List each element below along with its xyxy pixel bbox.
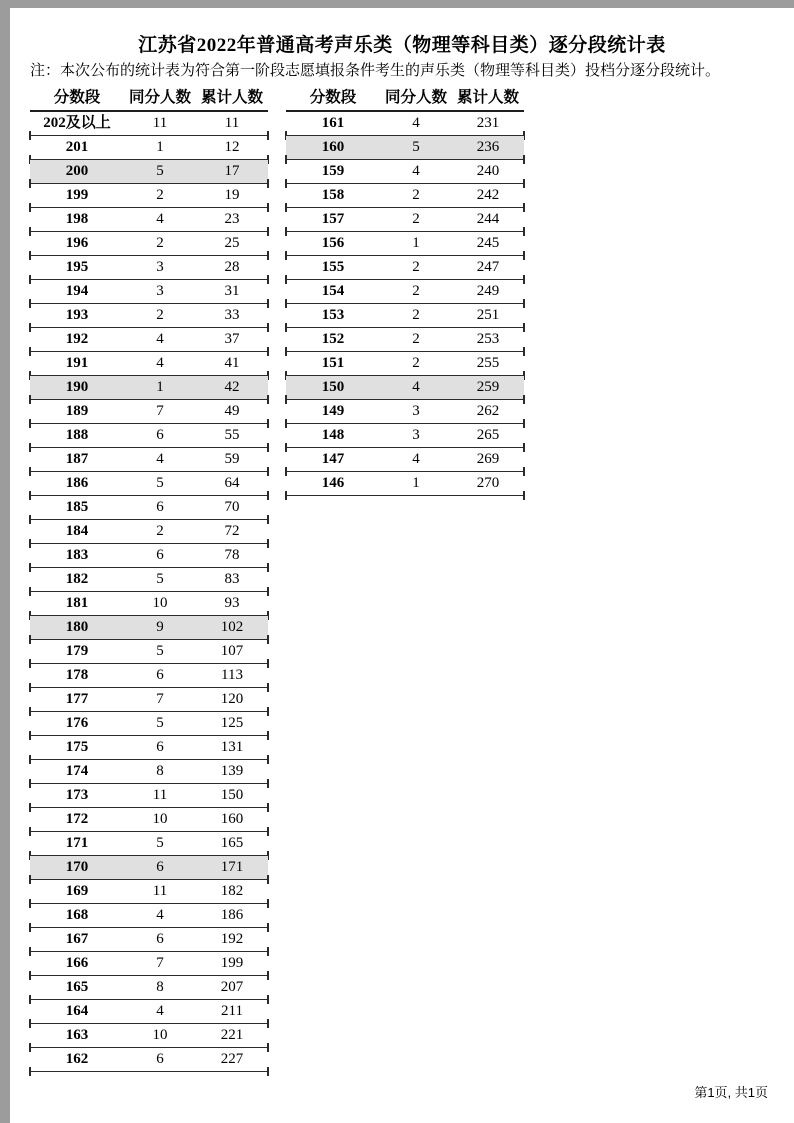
cumulative-count: 165 [220, 835, 244, 851]
cumulative-count: 227 [220, 1051, 244, 1067]
score-range: 150 [321, 379, 345, 395]
table-row [30, 136, 268, 160]
same-score-count: 4 [156, 331, 164, 347]
cumulative-count: 12 [224, 139, 240, 155]
table-row [30, 112, 268, 136]
cumulative-count: 17 [224, 163, 240, 179]
same-score-count: 5 [156, 475, 164, 491]
cumulative-count: 186 [220, 907, 244, 923]
score-range: 192 [65, 331, 89, 347]
cumulative-count: 93 [224, 595, 240, 611]
cumulative-count: 247 [476, 259, 500, 275]
table-row [286, 472, 524, 496]
score-range: 165 [65, 979, 89, 995]
cumulative-count: 70 [224, 499, 240, 515]
same-score-count: 8 [156, 979, 164, 995]
table-row [30, 688, 268, 712]
score-range: 164 [65, 1003, 89, 1019]
cumulative-count: 242 [476, 187, 500, 203]
same-score-count: 5 [156, 643, 164, 659]
table-row [30, 448, 268, 472]
table-row [286, 328, 524, 352]
table-row [286, 424, 524, 448]
column-header-same-score-count: 同分人数 [384, 89, 447, 106]
score-range: 166 [65, 955, 89, 971]
same-score-count: 11 [152, 115, 168, 131]
cumulative-count: 23 [224, 211, 240, 227]
cumulative-count: 113 [221, 667, 243, 683]
same-score-count: 3 [156, 259, 164, 275]
column-header-cumulative-count: 累计人数 [456, 89, 519, 106]
same-score-count: 1 [156, 379, 164, 395]
cumulative-count: 160 [220, 811, 244, 827]
score-range: 151 [321, 355, 345, 371]
cumulative-count: 207 [220, 979, 244, 995]
score-range: 191 [65, 355, 89, 371]
same-score-count: 6 [156, 931, 164, 947]
score-range: 171 [65, 835, 89, 851]
table-row [30, 520, 268, 544]
same-score-count: 6 [156, 427, 164, 443]
cumulative-count: 182 [220, 883, 244, 899]
cumulative-count: 259 [476, 379, 500, 395]
score-range: 160 [321, 139, 345, 155]
cumulative-count: 270 [476, 475, 500, 491]
cumulative-count: 253 [476, 331, 500, 347]
same-score-count: 3 [412, 403, 420, 419]
score-range: 154 [321, 283, 345, 299]
score-range: 167 [65, 931, 89, 947]
same-score-count: 6 [156, 859, 164, 875]
cumulative-count: 42 [224, 379, 240, 395]
score-range: 195 [65, 259, 89, 275]
same-score-count: 3 [156, 283, 164, 299]
same-score-count: 4 [412, 163, 420, 179]
score-range: 174 [65, 763, 89, 779]
cumulative-count: 150 [220, 787, 244, 803]
same-score-count: 10 [152, 811, 168, 827]
score-range: 184 [65, 523, 89, 539]
same-score-count: 7 [156, 403, 164, 419]
cumulative-count: 245 [476, 235, 500, 251]
score-range: 157 [321, 211, 345, 227]
same-score-count: 6 [156, 739, 164, 755]
cumulative-count: 120 [220, 691, 244, 707]
table-row [30, 1000, 268, 1024]
score-range: 170 [65, 859, 89, 875]
same-score-count: 4 [156, 355, 164, 371]
cumulative-count: 125 [220, 715, 244, 731]
score-table-right [286, 86, 524, 496]
cumulative-count: 131 [220, 739, 244, 755]
same-score-count: 2 [412, 211, 420, 227]
score-range: 173 [65, 787, 89, 803]
document-page [10, 8, 794, 1123]
cumulative-count: 72 [224, 523, 240, 539]
score-range: 149 [321, 403, 345, 419]
score-range: 193 [65, 307, 89, 323]
score-range: 196 [65, 235, 89, 251]
table-row [30, 640, 268, 664]
page-number: 第1页, 共1页 [694, 1085, 768, 1100]
table-row [286, 400, 524, 424]
same-score-count: 7 [156, 955, 164, 971]
same-score-count: 2 [412, 259, 420, 275]
cumulative-count: 102 [220, 619, 244, 635]
same-score-count: 10 [152, 595, 168, 611]
same-score-count: 1 [412, 235, 420, 251]
column-header-same-score-count: 同分人数 [128, 89, 191, 106]
table-row [30, 952, 268, 976]
table-row [30, 424, 268, 448]
score-tables [30, 86, 524, 1072]
table-row [30, 808, 268, 832]
score-range: 187 [65, 451, 89, 467]
cumulative-count: 107 [220, 643, 244, 659]
same-score-count: 2 [412, 355, 420, 371]
score-range: 198 [65, 211, 89, 227]
cumulative-count: 240 [476, 163, 500, 179]
cumulative-count: 199 [220, 955, 244, 971]
table-row [286, 280, 524, 304]
score-range: 148 [321, 427, 345, 443]
score-range: 152 [321, 331, 345, 347]
table-row [286, 352, 524, 376]
same-score-count: 4 [412, 379, 420, 395]
cumulative-count: 192 [220, 931, 244, 947]
same-score-count: 6 [156, 1051, 164, 1067]
score-range: 161 [321, 115, 345, 131]
table-row [286, 376, 524, 400]
table-body [30, 112, 268, 1072]
table-row [286, 160, 524, 184]
cumulative-count: 251 [476, 307, 500, 323]
score-range: 176 [65, 715, 89, 731]
score-range: 172 [65, 811, 89, 827]
table-row [30, 232, 268, 256]
same-score-count: 9 [156, 619, 164, 635]
same-score-count: 4 [412, 451, 420, 467]
cumulative-count: 249 [476, 283, 500, 299]
table-row [30, 376, 268, 400]
score-range: 155 [321, 259, 345, 275]
table-row [30, 880, 268, 904]
score-range: 178 [65, 667, 89, 683]
cumulative-count: 231 [476, 115, 500, 131]
score-range: 179 [65, 643, 89, 659]
same-score-count: 6 [156, 499, 164, 515]
same-score-count: 6 [156, 547, 164, 563]
score-range: 162 [65, 1051, 89, 1067]
table-row [30, 784, 268, 808]
table-row [30, 712, 268, 736]
same-score-count: 4 [156, 1003, 164, 1019]
same-score-count: 2 [156, 187, 164, 203]
note-text: 注：本次公布的统计表为符合第一阶段志愿填报条件考生的声乐类（物理等科目类）投档分逐分段统计。 [30, 63, 721, 79]
score-range: 159 [321, 163, 345, 179]
cumulative-count: 78 [224, 547, 240, 563]
cumulative-count: 244 [476, 211, 500, 227]
same-score-count: 2 [412, 331, 420, 347]
cumulative-count: 31 [224, 283, 240, 299]
score-range: 189 [65, 403, 89, 419]
same-score-count: 5 [156, 715, 164, 731]
table-row [30, 544, 268, 568]
score-range: 183 [65, 547, 89, 563]
same-score-count: 6 [156, 667, 164, 683]
cumulative-count: 171 [220, 859, 244, 875]
table-row [286, 184, 524, 208]
table-row [30, 832, 268, 856]
table-row [30, 928, 268, 952]
table-row [286, 304, 524, 328]
same-score-count: 5 [412, 139, 420, 155]
cumulative-count: 64 [224, 475, 240, 491]
table-row [30, 352, 268, 376]
table-row [30, 1024, 268, 1048]
same-score-count: 11 [152, 883, 168, 899]
score-range: 185 [65, 499, 89, 515]
same-score-count: 1 [156, 139, 164, 155]
page-title: 江苏省2022年普通高考声乐类（物理等科目类）逐分段统计表 [138, 35, 666, 56]
table-row [30, 304, 268, 328]
table-row [30, 592, 268, 616]
table-row [30, 904, 268, 928]
score-range: 190 [65, 379, 89, 395]
cumulative-count: 59 [224, 451, 240, 467]
same-score-count: 2 [412, 283, 420, 299]
table-header [30, 86, 268, 112]
cumulative-count: 49 [224, 403, 240, 419]
table-row [30, 208, 268, 232]
same-score-count: 2 [156, 307, 164, 323]
cumulative-count: 28 [224, 259, 240, 275]
same-score-count: 5 [156, 571, 164, 587]
table-row [286, 112, 524, 136]
same-score-count: 4 [412, 115, 420, 131]
cumulative-count: 236 [476, 139, 500, 155]
table-row [286, 208, 524, 232]
same-score-count: 2 [156, 235, 164, 251]
same-score-count: 11 [152, 787, 168, 803]
same-score-count: 5 [156, 835, 164, 851]
score-range: 201 [65, 139, 89, 155]
same-score-count: 4 [156, 907, 164, 923]
column-header-cumulative-count: 累计人数 [200, 89, 263, 106]
same-score-count: 2 [412, 187, 420, 203]
score-range: 194 [65, 283, 89, 299]
cumulative-count: 41 [224, 355, 240, 371]
table-row [30, 400, 268, 424]
score-range: 158 [321, 187, 345, 203]
score-range: 177 [65, 691, 89, 707]
cumulative-count: 262 [476, 403, 500, 419]
score-range: 168 [65, 907, 89, 923]
cumulative-count: 37 [224, 331, 240, 347]
score-range: 156 [321, 235, 345, 251]
cumulative-count: 255 [476, 355, 500, 371]
table-row [30, 568, 268, 592]
cumulative-count: 211 [221, 1003, 243, 1019]
score-range: 182 [65, 571, 89, 587]
same-score-count: 2 [156, 523, 164, 539]
cumulative-count: 19 [224, 187, 240, 203]
score-range: 147 [321, 451, 345, 467]
score-range: 175 [65, 739, 89, 755]
score-range: 163 [65, 1027, 89, 1043]
score-range: 181 [65, 595, 89, 611]
score-range: 188 [65, 427, 89, 443]
table-row [30, 160, 268, 184]
score-table-left [30, 86, 268, 1072]
same-score-count: 7 [156, 691, 164, 707]
cumulative-count: 25 [224, 235, 240, 251]
cumulative-count: 83 [224, 571, 240, 587]
same-score-count: 4 [156, 211, 164, 227]
table-row [286, 256, 524, 280]
score-range: 199 [65, 187, 89, 203]
same-score-count: 10 [152, 1027, 168, 1043]
table-row [30, 760, 268, 784]
score-range: 169 [65, 883, 89, 899]
cumulative-count: 221 [220, 1027, 244, 1043]
same-score-count: 4 [156, 451, 164, 467]
table-header [286, 86, 524, 112]
table-body [286, 112, 524, 496]
table-row [286, 232, 524, 256]
cumulative-count: 11 [224, 115, 240, 131]
table-row [30, 976, 268, 1000]
table-row [30, 856, 268, 880]
same-score-count: 2 [412, 307, 420, 323]
table-row [30, 184, 268, 208]
score-range: 146 [321, 475, 345, 491]
same-score-count: 5 [156, 163, 164, 179]
table-row [30, 472, 268, 496]
column-header-score-range: 分数段 [309, 89, 357, 106]
same-score-count: 3 [412, 427, 420, 443]
score-range: 186 [65, 475, 89, 491]
table-row [30, 328, 268, 352]
same-score-count: 8 [156, 763, 164, 779]
score-range: 153 [321, 307, 345, 323]
table-row [30, 1048, 268, 1072]
cumulative-count: 265 [476, 427, 500, 443]
table-row [30, 616, 268, 640]
table-row [30, 496, 268, 520]
table-row [286, 136, 524, 160]
cumulative-count: 139 [220, 763, 244, 779]
table-row [30, 736, 268, 760]
cumulative-count: 55 [224, 427, 240, 443]
table-row [30, 256, 268, 280]
same-score-count: 1 [412, 475, 420, 491]
score-range: 202及以上 [43, 115, 111, 131]
score-range: 200 [65, 163, 89, 179]
table-row [286, 448, 524, 472]
table-row [30, 664, 268, 688]
score-range: 180 [65, 619, 89, 635]
table-row [30, 280, 268, 304]
cumulative-count: 33 [224, 307, 240, 323]
cumulative-count: 269 [476, 451, 500, 467]
column-header-score-range: 分数段 [53, 89, 101, 106]
